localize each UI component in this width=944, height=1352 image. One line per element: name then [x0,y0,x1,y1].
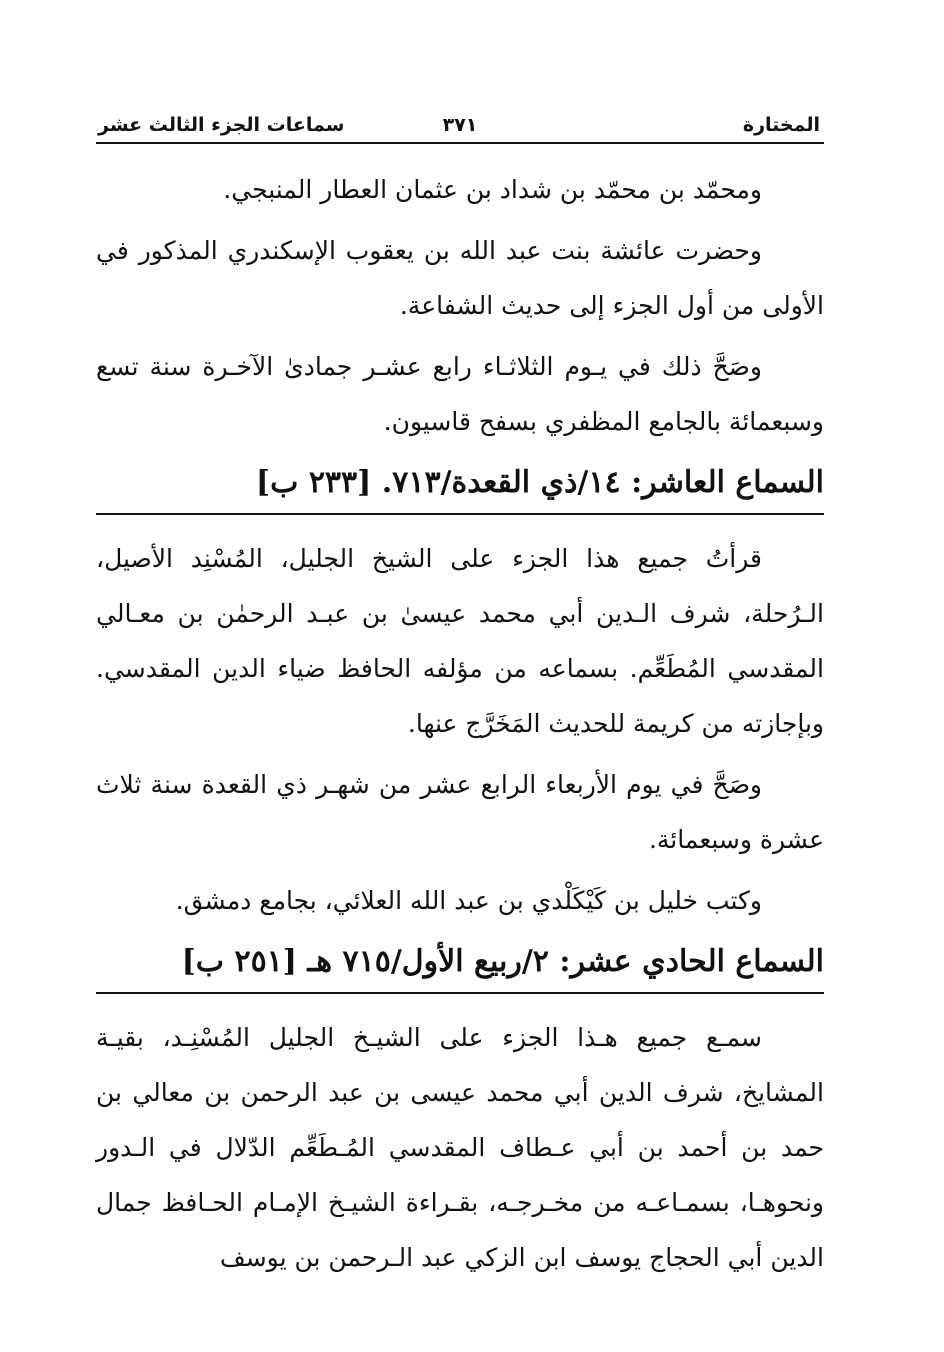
book-page [96,108,824,1285]
paragraph-7: سمـع جميع هـذا الجزء على الشيـخ الجليل المُسْنِـد، بقيـة المشايخ، شرف الدين أبي محمد عيسى بن عبد الرحمن بن معالي بن حمد بن أحمد بن أبي عـطاف المقدسي المُـطَعِّم الدّلال في الـدور ونحوهـا، بسمـاعـه من مخـرجـه، بقـراءة الشيـخ الإمـام الحـافظ جمال الدين أبي الحجاج يوسف ابن الزكي عبد الـرحمن بن يوسف [96,1023,824,1272]
running-header [96,108,824,144]
section-title: سماعات الجزء الثالث عشر [98,114,345,136]
paragraph-5: وصَحَّ في يوم الأربعاء الرابع عشر من شهـر ذي القعدة سنة ثلاث عشرة وسبعمائة. [96,770,824,854]
paragraph-4: قرأتُ جميع هذا الجزء على الشيخ الجليل، المُسْنِد الأصيل، الـرُحلة، شرف الـدين أبي محمد عيسىٰ بن عبـد الرحمٰن بن معـالي المقدسي المُطَعِّم. بسماعه من مؤلفه الحافظ ضياء الدين المقدسي. وبإجازته من كريمة للحديث المَخَرَّج عنها. [96,544,824,738]
paragraph-2: وحضرت عائشة بنت عبد الله بن يعقوب الإسكندري المذكور في الأولى من أول الجزء إلى حديث الشفاعة. [96,236,824,320]
page-number: ٣٧١ [442,114,478,136]
section-heading-10: السماع العاشر: ١٤/ذي القعدة/٧١٣. [٢٣٣ ب] [96,459,824,515]
paragraph-3: وصَحَّ ذلك في يـوم الثلاثـاء رابع عشـر جمادىٰ الآخـرة سنة تسع وسبعمائة بالجامع المظفري بسفح قاسيون. [96,352,824,436]
paragraph-6: وكتب خليل بن كَيْكَلْدي بن عبد الله العلائي، بجامع دمشق. [175,886,762,915]
section-heading-11: السماع الحادي عشر: ٢/ربيع الأول/٧١٥ هـ [٢٥١ ب] [96,938,824,994]
paragraph-1: ومحمّد بن محمّد بن شداد بن عثمان العطار المنبجي. [223,175,762,204]
book-title: المختارة [742,114,820,136]
